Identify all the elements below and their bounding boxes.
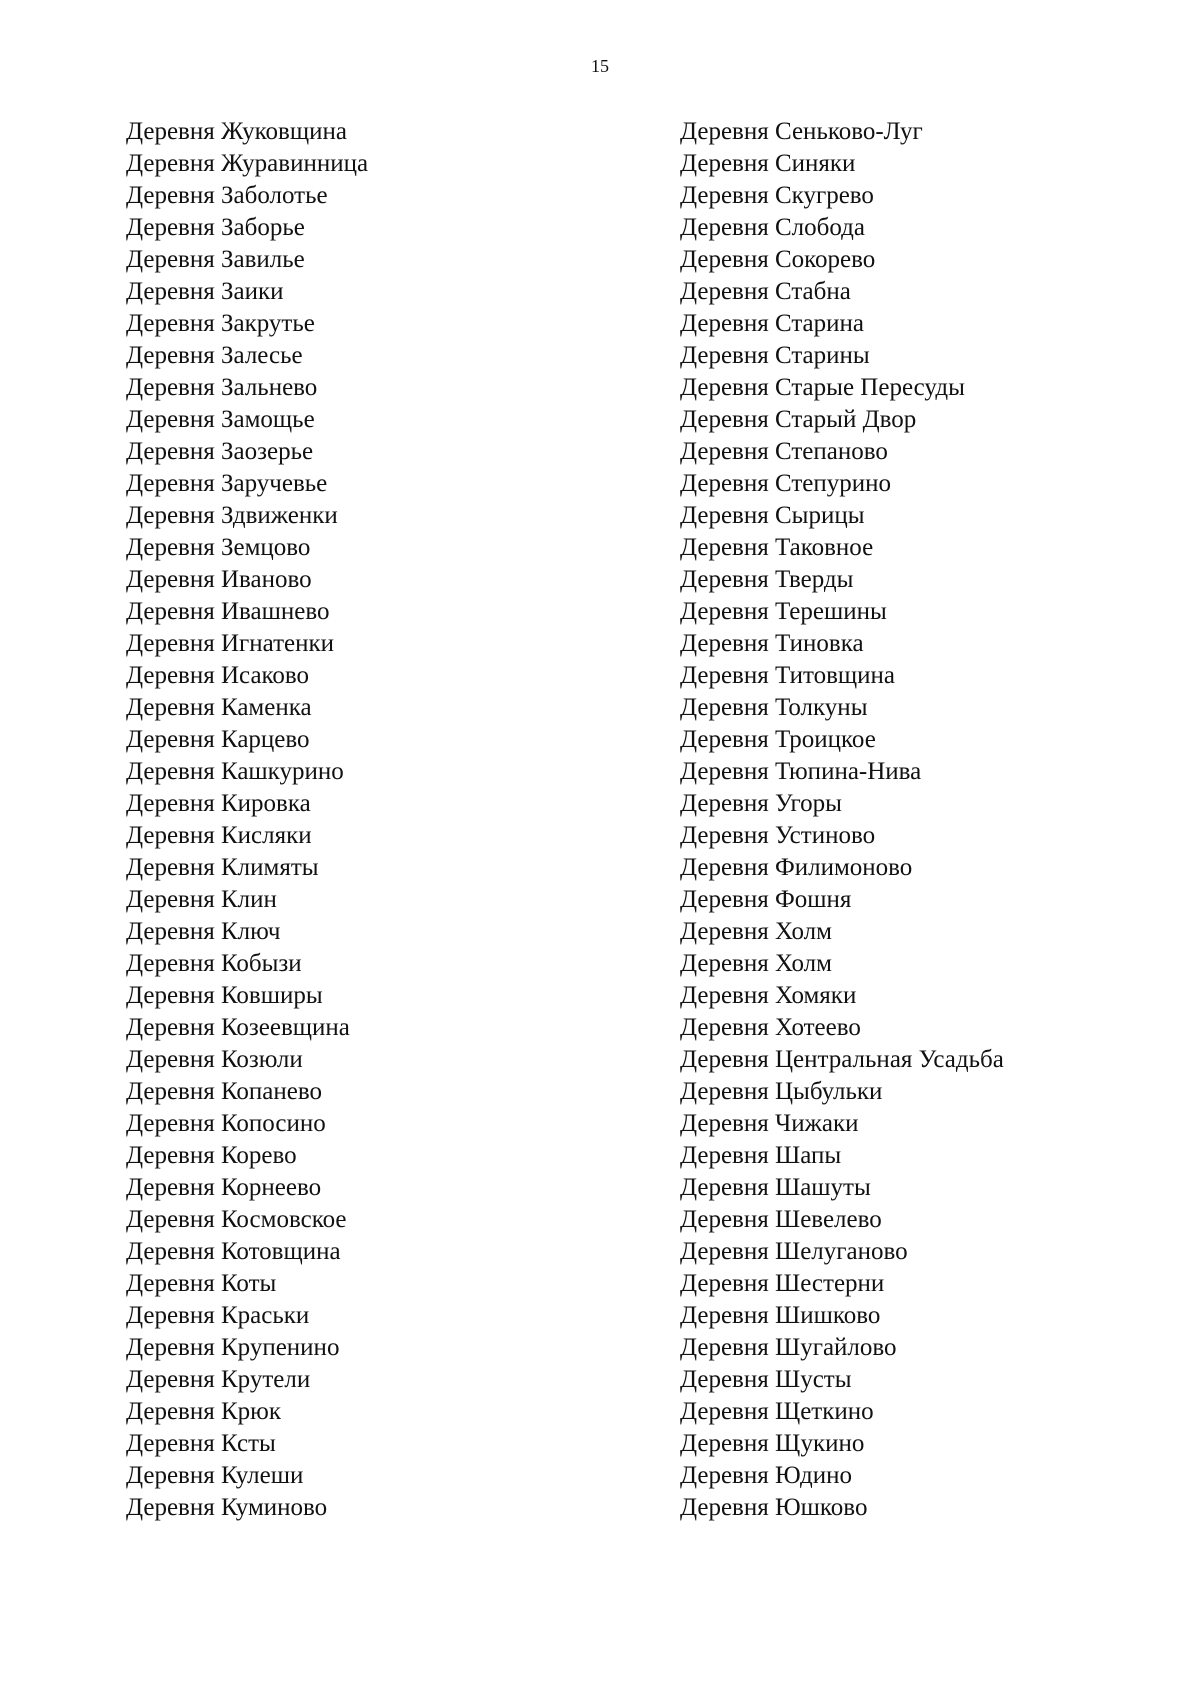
village-list-item: Деревня Кашкурино	[126, 758, 344, 785]
village-list-item: Деревня Филимоново	[680, 854, 913, 881]
village-list-item: Деревня Крупенино	[126, 1334, 340, 1361]
village-list-item: Деревня Шапы	[680, 1142, 842, 1169]
village-list-item: Деревня Заручевье	[126, 470, 328, 497]
village-list-item: Деревня Кулеши	[126, 1462, 304, 1489]
village-list-item: Деревня Клин	[126, 886, 277, 913]
village-list-item: Деревня Устиново	[680, 822, 876, 849]
village-list-item: Деревня Кисляки	[126, 822, 312, 849]
village-list-item: Деревня Шугайлово	[680, 1334, 897, 1361]
village-list-item: Деревня Юшково	[680, 1494, 868, 1521]
village-list-item: Деревня Ковширы	[126, 982, 323, 1009]
page-number: 15	[591, 56, 609, 76]
village-list-item: Деревня Юдино	[680, 1462, 853, 1489]
village-list-item: Деревня Заозерье	[126, 438, 314, 465]
village-list-item: Деревня Завилье	[126, 246, 305, 273]
village-list-item: Деревня Кировка	[126, 790, 311, 817]
village-list-item: Деревня Земцово	[126, 534, 311, 561]
village-list-item: Деревня Карцево	[126, 726, 310, 753]
village-list-item: Деревня Шишково	[680, 1302, 881, 1329]
village-list-item: Деревня Слобода	[680, 214, 865, 241]
village-list-item: Деревня Скугрево	[680, 182, 874, 209]
village-list-item: Деревня Степурино	[680, 470, 891, 497]
village-list-item: Деревня Жуковщина	[126, 118, 347, 145]
village-list-item: Деревня Козеевщина	[126, 1014, 350, 1041]
village-list-item: Деревня Куминово	[126, 1494, 328, 1521]
village-list-item: Деревня Заборье	[126, 214, 305, 241]
village-list-item: Деревня Сырицы	[680, 502, 865, 529]
village-list-item: Деревня Корнеево	[126, 1174, 322, 1201]
village-list-item: Деревня Тиновка	[680, 630, 864, 657]
village-list-item: Деревня Закрутье	[126, 310, 315, 337]
village-list-item: Деревня Щукино	[680, 1430, 865, 1457]
village-list-item: Деревня Холм	[680, 918, 832, 945]
village-list-item: Деревня Краськи	[126, 1302, 310, 1329]
village-list-item: Деревня Старые Пересуды	[680, 374, 965, 401]
village-list-item: Деревня Холм	[680, 950, 832, 977]
village-list-item: Деревня Стабна	[680, 278, 851, 305]
village-list-item: Деревня Зальнево	[126, 374, 318, 401]
village-list-item: Деревня Терешины	[680, 598, 887, 625]
village-list-item: Деревня Каменка	[126, 694, 312, 721]
village-list-item: Деревня Центральная Усадьба	[680, 1046, 1004, 1073]
village-list-item: Деревня Старины	[680, 342, 870, 369]
village-list-item: Деревня Шевелево	[680, 1206, 882, 1233]
village-list-item: Деревня Кобызи	[126, 950, 302, 977]
village-list-item: Деревня Крюк	[126, 1398, 281, 1425]
village-list-item: Деревня Шестерни	[680, 1270, 885, 1297]
village-list-item: Деревня Заболотье	[126, 182, 328, 209]
village-list-item: Деревня Таковное	[680, 534, 874, 561]
village-list-item: Деревня Ивашнево	[126, 598, 330, 625]
village-list-item: Деревня Шашуты	[680, 1174, 871, 1201]
village-list-item: Деревня Замощье	[126, 406, 315, 433]
village-list-item: Деревня Щеткино	[680, 1398, 874, 1425]
village-list-item: Деревня Шусты	[680, 1366, 852, 1393]
village-list-item: Деревня Чижаки	[680, 1110, 859, 1137]
village-list-item: Деревня Сокорево	[680, 246, 876, 273]
village-list-item: Деревня Хомяки	[680, 982, 857, 1009]
village-list-item: Деревня Угоры	[680, 790, 842, 817]
village-list-item: Деревня Сеньково-Луг	[680, 118, 923, 145]
village-list-left	[126, 116, 368, 1524]
village-list-right	[680, 116, 1004, 1524]
village-list-item: Деревня Заики	[126, 278, 284, 305]
village-list-item: Деревня Залесье	[126, 342, 303, 369]
village-list-item: Деревня Фошня	[680, 886, 852, 913]
village-list-item: Деревня Тюпина-Нива	[680, 758, 922, 785]
village-list-item: Деревня Котовщина	[126, 1238, 341, 1265]
village-list-item: Деревня Исаково	[126, 662, 310, 689]
village-list-item: Деревня Климяты	[126, 854, 319, 881]
village-list-item: Деревня Старина	[680, 310, 865, 337]
village-list-item: Деревня Здвиженки	[126, 502, 338, 529]
village-list-item: Деревня Ключ	[126, 918, 281, 945]
village-list-item: Деревня Журавинница	[126, 150, 369, 177]
village-list-item: Деревня Цыбульки	[680, 1078, 883, 1105]
village-list-item: Деревня Титовщина	[680, 662, 896, 689]
village-list-item: Деревня Шелуганово	[680, 1238, 908, 1265]
village-list-item: Деревня Козюли	[126, 1046, 303, 1073]
village-list-item: Деревня Игнатенки	[126, 630, 335, 657]
village-list-item: Деревня Иваново	[126, 566, 312, 593]
village-list-item: Деревня Троицкое	[680, 726, 876, 753]
village-list-item: Деревня Старый Двор	[680, 406, 917, 433]
village-list-item: Деревня Толкуны	[680, 694, 868, 721]
village-list-item: Деревня Хотеево	[680, 1014, 861, 1041]
village-list-item: Деревня Степаново	[680, 438, 888, 465]
village-list-item: Деревня Коты	[126, 1270, 277, 1297]
village-list-item: Деревня Ксты	[126, 1430, 276, 1457]
village-list-item: Деревня Копанево	[126, 1078, 322, 1105]
village-list-item: Деревня Тверды	[680, 566, 854, 593]
village-list-item: Деревня Копосино	[126, 1110, 326, 1137]
village-list-item: Деревня Космовское	[126, 1206, 347, 1233]
village-list-item: Деревня Крутели	[126, 1366, 311, 1393]
village-list-item: Деревня Синяки	[680, 150, 856, 177]
village-list-item: Деревня Корево	[126, 1142, 297, 1169]
